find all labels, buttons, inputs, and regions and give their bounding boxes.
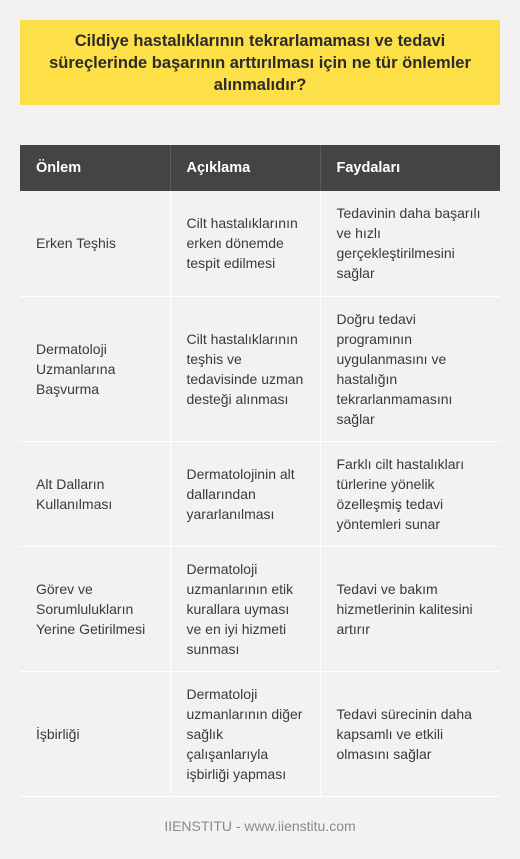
cell-measure: İşbirliği <box>20 671 170 796</box>
header-measure: Önlem <box>20 145 170 191</box>
footer-credit: IIENSTITU - www.iienstitu.com <box>164 818 356 834</box>
cell-benefits: Farklı cilt hastalıkları türlerine yönelik özelleşmiş tedavi yöntemleri sunar <box>320 441 500 546</box>
cell-description: Dermatoloji uzmanlarının etik kurallara uyması ve en iyi hizmeti sunması <box>170 546 320 671</box>
cell-measure: Dermatoloji Uzmanlarına Başvurma <box>20 296 170 441</box>
cell-description: Dermatoloji uzmanlarının diğer sağlık çalışanlarıyla işbirliği yapması <box>170 671 320 796</box>
table-row <box>20 296 500 441</box>
cell-benefits: Tedavinin daha başarılı ve hızlı gerçekleştirilmesini sağlar <box>320 191 500 296</box>
measures-table <box>20 145 500 797</box>
table-row <box>20 671 500 796</box>
table-row <box>20 546 500 671</box>
cell-benefits: Tedavi ve bakım hizmetlerinin kalitesini artırır <box>320 546 500 671</box>
table-row <box>20 441 500 546</box>
page-title: Cildiye hastalıklarının tekrarlamaması ve tedavi süreçlerinde başarının arttırılması için ne tür önlemler alınmalıdır? <box>49 31 471 94</box>
cell-description: Cilt hastalıklarının teşhis ve tedavisinde uzman desteği alınması <box>170 296 320 441</box>
cell-benefits: Tedavi sürecinin daha kapsamlı ve etkili olmasını sağlar <box>320 671 500 796</box>
cell-benefits: Doğru tedavi programının uygulanmasını ve hastalığın tekrarlanmamasını sağlar <box>320 296 500 441</box>
cell-measure: Görev ve Sorumlulukların Yerine Getirilmesi <box>20 546 170 671</box>
cell-measure: Alt Dalların Kullanılması <box>20 441 170 546</box>
table-row <box>20 191 500 296</box>
table-header <box>20 145 500 191</box>
header-description: Açıklama <box>170 145 320 191</box>
header-benefits: Faydaları <box>320 145 500 191</box>
cell-description: Dermatolojinin alt dallarından yararlanılması <box>170 441 320 546</box>
cell-description: Cilt hastalıklarının erken dönemde tespit edilmesi <box>170 191 320 296</box>
title-banner <box>20 20 500 105</box>
cell-measure: Erken Teşhis <box>20 191 170 296</box>
